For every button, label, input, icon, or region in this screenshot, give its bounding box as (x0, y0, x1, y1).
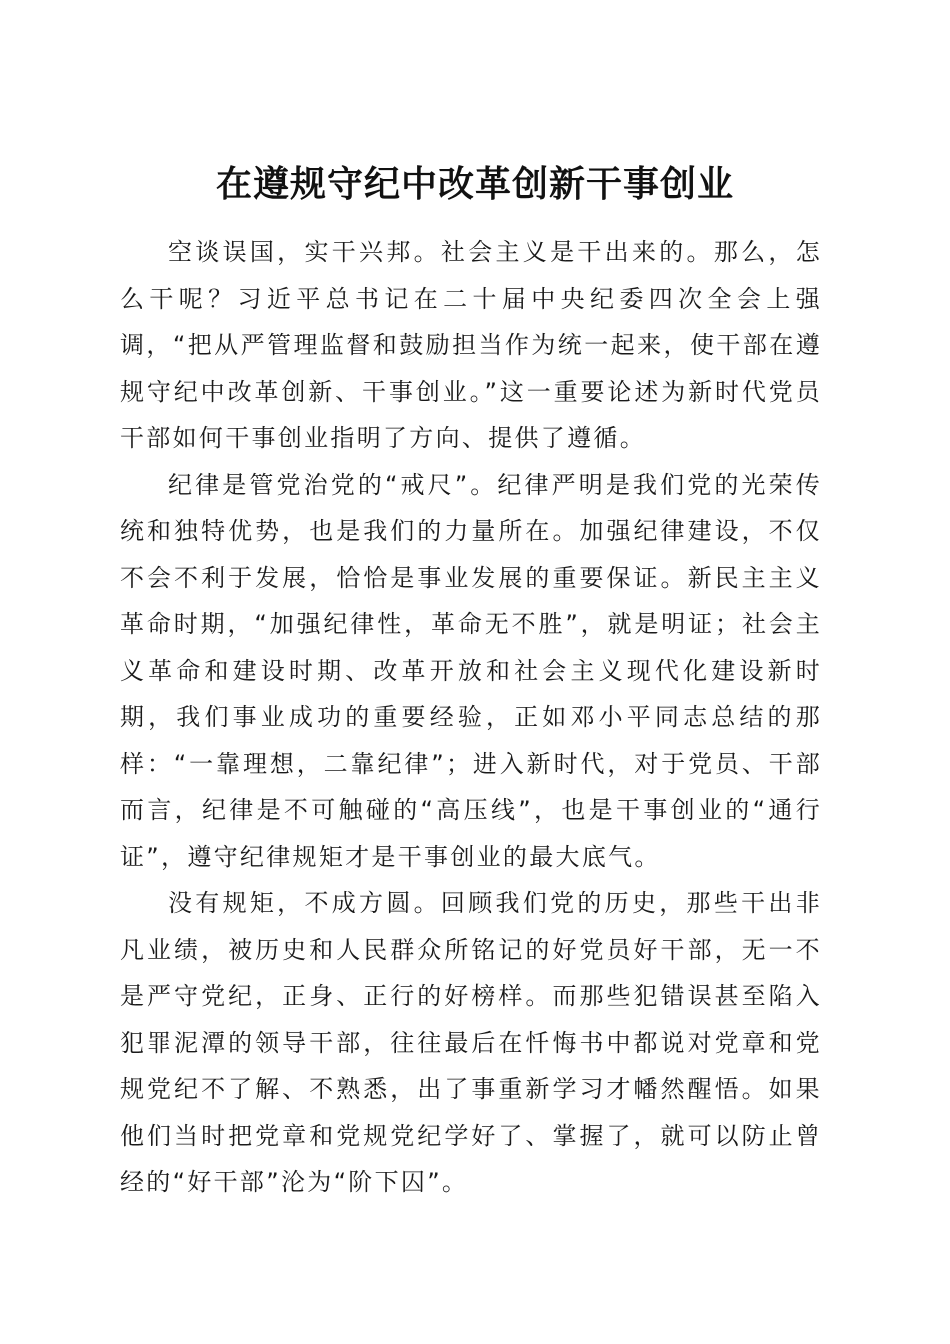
document-body (120, 229, 822, 1206)
paragraph: 空谈误国，实干兴邦。社会主义是干出来的。那么，怎么干呢？习近平总书记在二十届中央纪委四次全会上强调，“把从严管理监督和鼓励担当作为统一起来，使干部在遵规守纪中改革创新、干事创业。”这一重要论述为新时代党员干部如何干事创业指明了方向、提供了遵循。 (120, 238, 822, 452)
document-title: 在遵规守纪中改革创新干事创业 (215, 163, 734, 206)
paragraph: 纪律是管党治党的“戒尺”。纪律严明是我们党的光荣传统和独特优势，也是我们的力量所在。加强纪律建设，不仅不会不利于发展，恰恰是事业发展的重要保证。新民主主义革命时期，“加强纪律性，革命无不胜”，就是明证；社会主义革命和建设时期、改革开放和社会主义现代化建设新时期，我们事业成功的重要经验，正如邓小平同志总结的那样：“一靠理想，二靠纪律”；进入新时代，对于党员、干部而言，纪律是不可触碰的“高压线”，也是干事创业的“通行证”，遵守纪律规矩才是干事创业的最大底气。 (120, 470, 822, 871)
paragraph: 没有规矩，不成方圆。回顾我们党的历史，那些干出非凡业绩，被历史和人民群众所铭记的好党员好干部，无一不是严守党纪，正身、正行的好榜样。而那些犯错误甚至陷入犯罪泥潭的领导干部，往往最后在忏悔书中都说对党章和党规党纪不了解、不熟悉，出了事重新学习才幡然醒悟。如果他们当时把党章和党规党纪学好了、掌握了，就可以防止曾经的“好干部”沦为“阶下囚”。 (120, 889, 822, 1196)
